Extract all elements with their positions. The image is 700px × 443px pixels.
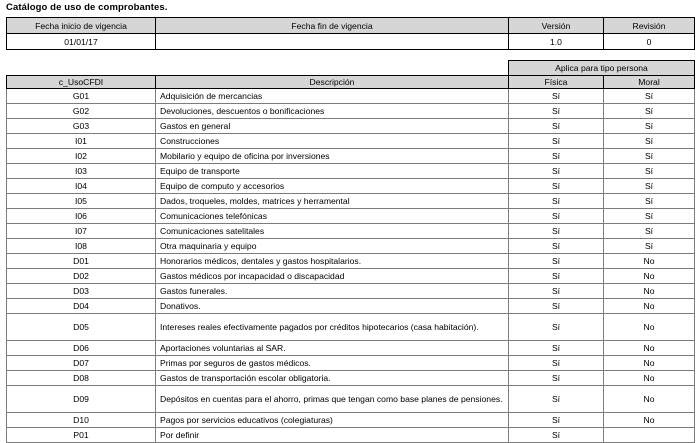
cell-uso-cfdi: P01 — [7, 427, 156, 442]
catalogo-group-header-row — [7, 61, 695, 76]
cell-uso-cfdi: D06 — [7, 340, 156, 355]
cell-aplica-moral: No — [604, 298, 695, 313]
cell-uso-cfdi: I08 — [7, 238, 156, 253]
table-row — [7, 88, 695, 103]
catalogo-header-uso-cfdi: c_UsoCFDI — [7, 75, 156, 88]
spacer-cell-code — [7, 61, 156, 76]
table-row — [7, 313, 695, 340]
table-row — [7, 193, 695, 208]
table-row — [7, 370, 695, 385]
table-row — [7, 385, 695, 412]
catalogo-header-moral: Moral — [604, 75, 695, 88]
cell-uso-cfdi: D01 — [7, 253, 156, 268]
vigencia-header-row — [7, 18, 695, 34]
cell-aplica-moral: No — [604, 268, 695, 283]
cell-uso-cfdi: I05 — [7, 193, 156, 208]
cell-uso-cfdi: I01 — [7, 133, 156, 148]
vigencia-table — [6, 17, 695, 50]
cell-descripcion: Equipo de transporte — [156, 163, 509, 178]
cell-descripcion: Dados, troqueles, moldes, matrices y herramental — [156, 193, 509, 208]
cell-descripcion: Pagos por servicios educativos (colegiaturas) — [156, 412, 509, 427]
cell-aplica-fisica: Sí — [509, 163, 604, 178]
cell-aplica-fisica: Sí — [509, 133, 604, 148]
table-row — [7, 298, 695, 313]
table-row — [7, 238, 695, 253]
cell-aplica-moral: No — [604, 355, 695, 370]
cell-descripcion: Honorarios médicos, dentales y gastos hospitalarios. — [156, 253, 509, 268]
table-row — [7, 118, 695, 133]
cell-aplica-moral: Sí — [604, 103, 695, 118]
cell-uso-cfdi: D04 — [7, 298, 156, 313]
table-row — [7, 355, 695, 370]
cell-aplica-moral: Sí — [604, 148, 695, 163]
cell-uso-cfdi: I06 — [7, 208, 156, 223]
table-row — [7, 340, 695, 355]
cell-descripcion: Gastos en general — [156, 118, 509, 133]
cell-aplica-fisica: Sí — [509, 412, 604, 427]
cell-uso-cfdi: I04 — [7, 178, 156, 193]
catalogo-body — [7, 88, 695, 442]
table-row — [7, 223, 695, 238]
vigencia-table-container — [6, 17, 694, 50]
cell-aplica-fisica: Sí — [509, 238, 604, 253]
cell-aplica-moral: No — [604, 370, 695, 385]
vigencia-data-row — [7, 34, 695, 50]
cell-aplica-fisica: Sí — [509, 253, 604, 268]
vigencia-cell-fecha-inicio: 01/01/17 — [7, 34, 156, 50]
cell-uso-cfdi: G03 — [7, 118, 156, 133]
cell-aplica-fisica: Sí — [509, 103, 604, 118]
cell-uso-cfdi: D08 — [7, 370, 156, 385]
cell-aplica-moral: No — [604, 313, 695, 340]
cell-descripcion: Donativos. — [156, 298, 509, 313]
catalogo-header-row — [7, 75, 695, 88]
table-row — [7, 208, 695, 223]
vigencia-cell-revision: 0 — [604, 34, 695, 50]
cell-descripcion: Comunicaciones telefónicas — [156, 208, 509, 223]
cell-descripcion: Comunicaciones satelitales — [156, 223, 509, 238]
cell-aplica-fisica: Sí — [509, 340, 604, 355]
table-row — [7, 283, 695, 298]
cell-aplica-moral: Sí — [604, 208, 695, 223]
cell-uso-cfdi: D07 — [7, 355, 156, 370]
cell-descripcion: Mobilario y equipo de oficina por inversiones — [156, 148, 509, 163]
cell-aplica-fisica: Sí — [509, 223, 604, 238]
table-row — [7, 268, 695, 283]
cell-uso-cfdi: I03 — [7, 163, 156, 178]
cell-aplica-fisica: Sí — [509, 88, 604, 103]
cell-uso-cfdi: D05 — [7, 313, 156, 340]
cell-aplica-moral: Sí — [604, 238, 695, 253]
cell-descripcion: Adquisición de mercancias — [156, 88, 509, 103]
catalogo-header-descripcion: Descripción — [156, 75, 509, 88]
cell-aplica-fisica: Sí — [509, 148, 604, 163]
cell-aplica-moral: Sí — [604, 88, 695, 103]
cell-aplica-moral: No — [604, 385, 695, 412]
vigencia-header-fecha-inicio: Fecha inicio de vigencia — [7, 18, 156, 34]
cell-descripcion: Gastos médicos por incapacidad o discapacidad — [156, 268, 509, 283]
cell-descripcion: Intereses reales efectivamente pagados por créditos hipotecarios (casa habitación). — [156, 313, 509, 340]
cell-descripcion: Aportaciones voluntarias al SAR. — [156, 340, 509, 355]
cell-aplica-fisica: Sí — [509, 178, 604, 193]
table-row — [7, 148, 695, 163]
catalogo-table — [6, 60, 695, 443]
cell-aplica-moral: No — [604, 253, 695, 268]
cell-aplica-fisica: Sí — [509, 385, 604, 412]
cell-aplica-fisica: Sí — [509, 370, 604, 385]
cell-uso-cfdi: G01 — [7, 88, 156, 103]
cell-aplica-fisica: Sí — [509, 283, 604, 298]
cell-aplica-moral: No — [604, 340, 695, 355]
cell-uso-cfdi: I02 — [7, 148, 156, 163]
cell-descripcion: Por definir — [156, 427, 509, 442]
cell-aplica-moral — [604, 427, 695, 442]
cell-uso-cfdi: G02 — [7, 103, 156, 118]
cell-descripcion: Gastos funerales. — [156, 283, 509, 298]
cell-descripcion: Depósitos en cuentas para el ahorro, primas que tengan como base planes de pensiones. — [156, 385, 509, 412]
cell-aplica-moral: Sí — [604, 163, 695, 178]
cell-aplica-fisica: Sí — [509, 268, 604, 283]
cell-descripcion: Equipo de computo y accesorios — [156, 178, 509, 193]
table-row — [7, 163, 695, 178]
table-row — [7, 178, 695, 193]
vigencia-cell-version: 1.0 — [509, 34, 604, 50]
cell-aplica-moral: Sí — [604, 178, 695, 193]
catalogo-table-container — [6, 60, 694, 443]
cell-aplica-fisica: Sí — [509, 427, 604, 442]
cell-uso-cfdi: I07 — [7, 223, 156, 238]
cell-aplica-moral: Sí — [604, 223, 695, 238]
cell-descripcion: Otra maquinaria y equipo — [156, 238, 509, 253]
vigencia-header-version: Versión — [509, 18, 604, 34]
cell-aplica-moral: Sí — [604, 133, 695, 148]
table-row — [7, 103, 695, 118]
vigencia-cell-fecha-fin — [156, 34, 509, 50]
table-row — [7, 133, 695, 148]
cell-aplica-fisica: Sí — [509, 298, 604, 313]
cell-aplica-fisica: Sí — [509, 313, 604, 340]
cell-uso-cfdi: D03 — [7, 283, 156, 298]
cell-descripcion: Primas por seguros de gastos médicos. — [156, 355, 509, 370]
cell-aplica-moral: Sí — [604, 193, 695, 208]
cell-descripcion: Devoluciones, descuentos o bonificaciones — [156, 103, 509, 118]
spacer-cell-desc — [156, 61, 509, 76]
catalogo-group-header-aplica-tipo-persona: Aplica para tipo persona — [509, 61, 695, 76]
vigencia-header-fecha-fin: Fecha fin de vigencia — [156, 18, 509, 34]
page-title: Catálogo de uso de comprobantes. — [6, 2, 168, 13]
cell-aplica-moral: No — [604, 283, 695, 298]
cell-aplica-fisica: Sí — [509, 193, 604, 208]
table-row — [7, 427, 695, 442]
cell-uso-cfdi: D09 — [7, 385, 156, 412]
cell-aplica-fisica: Sí — [509, 118, 604, 133]
vigencia-header-revision: Revisión — [604, 18, 695, 34]
table-row — [7, 253, 695, 268]
cell-uso-cfdi: D02 — [7, 268, 156, 283]
cell-descripcion: Construcciones — [156, 133, 509, 148]
document-page — [0, 2, 700, 440]
cell-aplica-moral: No — [604, 412, 695, 427]
cell-uso-cfdi: D10 — [7, 412, 156, 427]
cell-aplica-moral: Sí — [604, 118, 695, 133]
cell-aplica-fisica: Sí — [509, 355, 604, 370]
cell-descripcion: Gastos de transportación escolar obligatoria. — [156, 370, 509, 385]
table-row — [7, 412, 695, 427]
catalogo-header-fisica: Física — [509, 75, 604, 88]
cell-aplica-fisica: Sí — [509, 208, 604, 223]
